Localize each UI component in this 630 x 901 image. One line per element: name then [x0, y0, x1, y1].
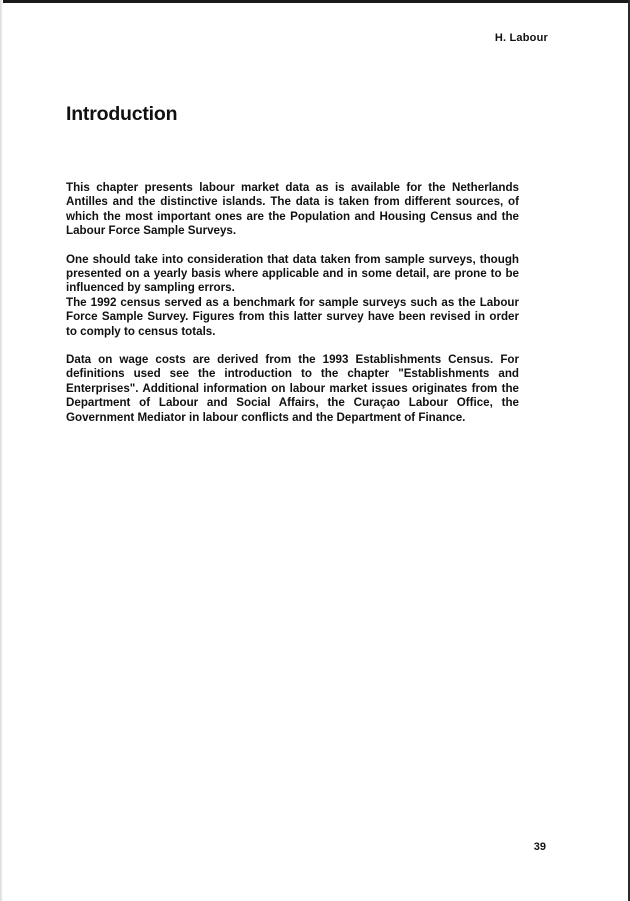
page-title: Introduction — [66, 103, 178, 125]
paragraph-wage-costs: Data on wage costs are derived from the 1993 Establishments Census. For definitions used see the introduction to the chapter "Establishments and Enterprises". Additional information on labour market issues originates from the Department of Labour and Social Affairs, the Curaçao Labour Office, the Government Mediator in labour conflicts and the Department of Finance. — [66, 353, 519, 424]
paragraph-intro: This chapter presents labour market data as is available for the Netherlands Antilles and the distinctive islands. The data is taken from different sources, of which the most important ones are the Population and Housing Census and the Labour Force Sample Surveys. — [66, 181, 519, 238]
body-text — [66, 181, 519, 439]
paragraph-sampling-errors: One should take into consideration that data taken from sample surveys, though presented on a yearly basis where applicable and in some detail, are prone to be influenced by sampling errors. — [66, 252, 519, 295]
page-left-shadow — [0, 0, 3, 901]
page-top-edge — [0, 0, 630, 3]
running-header: H. Labour — [494, 32, 548, 44]
paragraph-census-benchmark: The 1992 census served as a benchmark for sample surveys such as the Labour Force Sample Survey. Figures from this latter survey have been revised in order to comply to census totals. — [66, 295, 519, 338]
page-number: 39 — [533, 841, 546, 853]
